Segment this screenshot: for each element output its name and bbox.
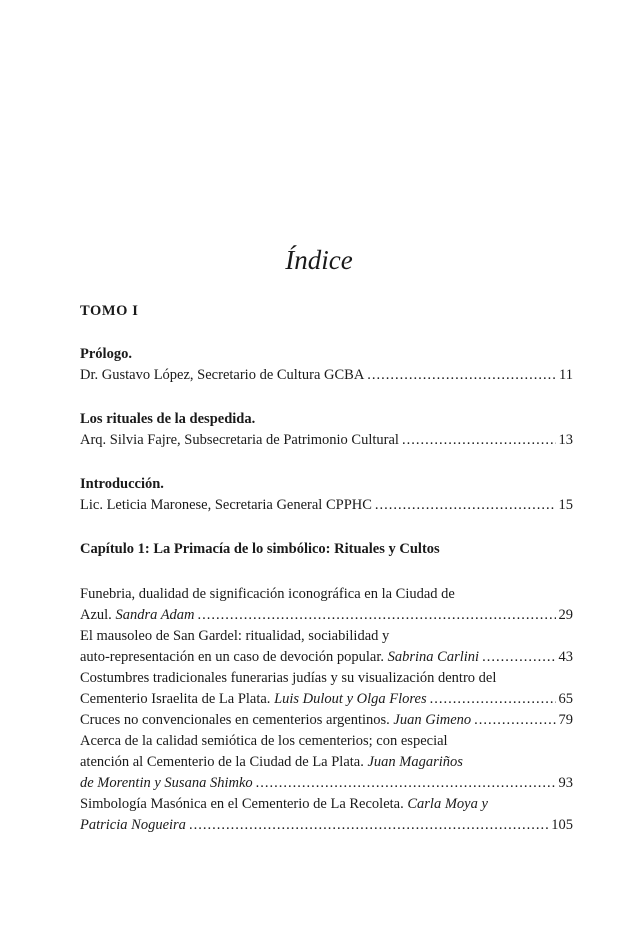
entry-lead: Funebria, dualidad de significación iconográfica en la Ciudad de <box>80 586 455 602</box>
entry-line <box>80 605 573 626</box>
entry-author: Juan Magariños <box>367 754 463 770</box>
page-number: 79 <box>558 712 573 728</box>
leader-dots <box>482 647 555 668</box>
entry-text: Azul. <box>80 607 116 623</box>
entry-text: auto-representación en un caso de devoción popular. <box>80 649 388 665</box>
entry-text: Dr. Gustavo López, Secretario de Cultura GCBA <box>80 367 365 383</box>
leader-dots <box>367 365 556 386</box>
toc-entry-cruces <box>80 710 573 731</box>
entry-line <box>80 430 573 451</box>
leader-dots <box>474 710 555 731</box>
entry-author: Luis Dulout y Olga Flores <box>274 691 427 707</box>
page-number: 65 <box>558 691 573 707</box>
entry-lead-2 <box>80 752 573 773</box>
entry-text: Arq. Silvia Fajre, Subsecretaria de Patrimonio Cultural <box>80 432 399 448</box>
entry-author: de Morentin y Susana Shimko <box>80 775 253 791</box>
page-number: 13 <box>558 432 573 448</box>
entry-line <box>80 495 573 516</box>
page-number: 29 <box>558 607 573 623</box>
entry-lead: El mausoleo de San Gardel: ritualidad, sociabilidad y <box>80 628 390 644</box>
entry-text: Cruces no convencionales en cementerios argentinos. <box>80 712 394 728</box>
leader-dots <box>256 773 556 794</box>
entry-author: Sandra Adam <box>115 607 195 623</box>
entry-heading: Los rituales de la despedida. <box>80 411 256 427</box>
volume-heading: TOMO I <box>80 303 139 319</box>
entry-text: atención al Cementerio de la Ciudad de La Plata. <box>80 754 368 770</box>
toc-entry-masonica <box>80 794 573 836</box>
entry-lead: Acerca de la calidad semiótica de los cementerios; con especial <box>80 733 448 749</box>
toc-entry-introduccion <box>80 474 573 516</box>
table-of-contents <box>80 301 573 836</box>
leader-dots <box>189 815 548 836</box>
entry-line <box>80 815 573 836</box>
leader-dots <box>430 689 556 710</box>
page-number: 105 <box>551 817 573 833</box>
toc-entry-prologo <box>80 344 573 386</box>
page-number: 93 <box>558 775 573 791</box>
entry-line <box>80 710 573 731</box>
leader-dots <box>198 605 556 626</box>
entry-line <box>80 365 573 386</box>
entry-text: Simbología Masónica en el Cementerio de La Recoleta. <box>80 796 408 812</box>
toc-entry-semiotica <box>80 731 573 794</box>
entry-text: Cementerio Israelita de La Plata. <box>80 691 275 707</box>
toc-entry-rituales <box>80 409 573 451</box>
entry-author: Sabrina Carlini <box>387 649 480 665</box>
entry-lead <box>80 794 573 815</box>
entry-heading: Prólogo. <box>80 346 132 362</box>
entry-line <box>80 647 573 668</box>
leader-dots <box>375 495 556 516</box>
toc-entry-costumbres <box>80 668 573 710</box>
page-number: 15 <box>558 497 573 513</box>
entry-line <box>80 689 573 710</box>
page-number: 43 <box>558 649 573 665</box>
entry-line <box>80 773 573 794</box>
toc-entry-funebria <box>80 584 573 626</box>
page-title: Índice <box>285 245 353 275</box>
leader-dots <box>402 430 556 451</box>
toc-entry-gardel <box>80 626 573 668</box>
entry-heading: Introducción. <box>80 476 164 492</box>
page-number: 11 <box>559 367 573 383</box>
entry-text: Lic. Leticia Maronese, Secretaria General CPPHC <box>80 497 372 513</box>
entry-author: Carla Moya y <box>407 796 488 812</box>
entry-author: Juan Gimeno <box>393 712 472 728</box>
entry-lead: Costumbres tradicionales funerarias judías y su visualización dentro del <box>80 670 497 686</box>
chapter-heading: Capítulo 1: La Primacía de lo simbólico: Rituales y Cultos <box>80 541 440 557</box>
entry-author: Patricia Nogueira <box>80 817 186 833</box>
